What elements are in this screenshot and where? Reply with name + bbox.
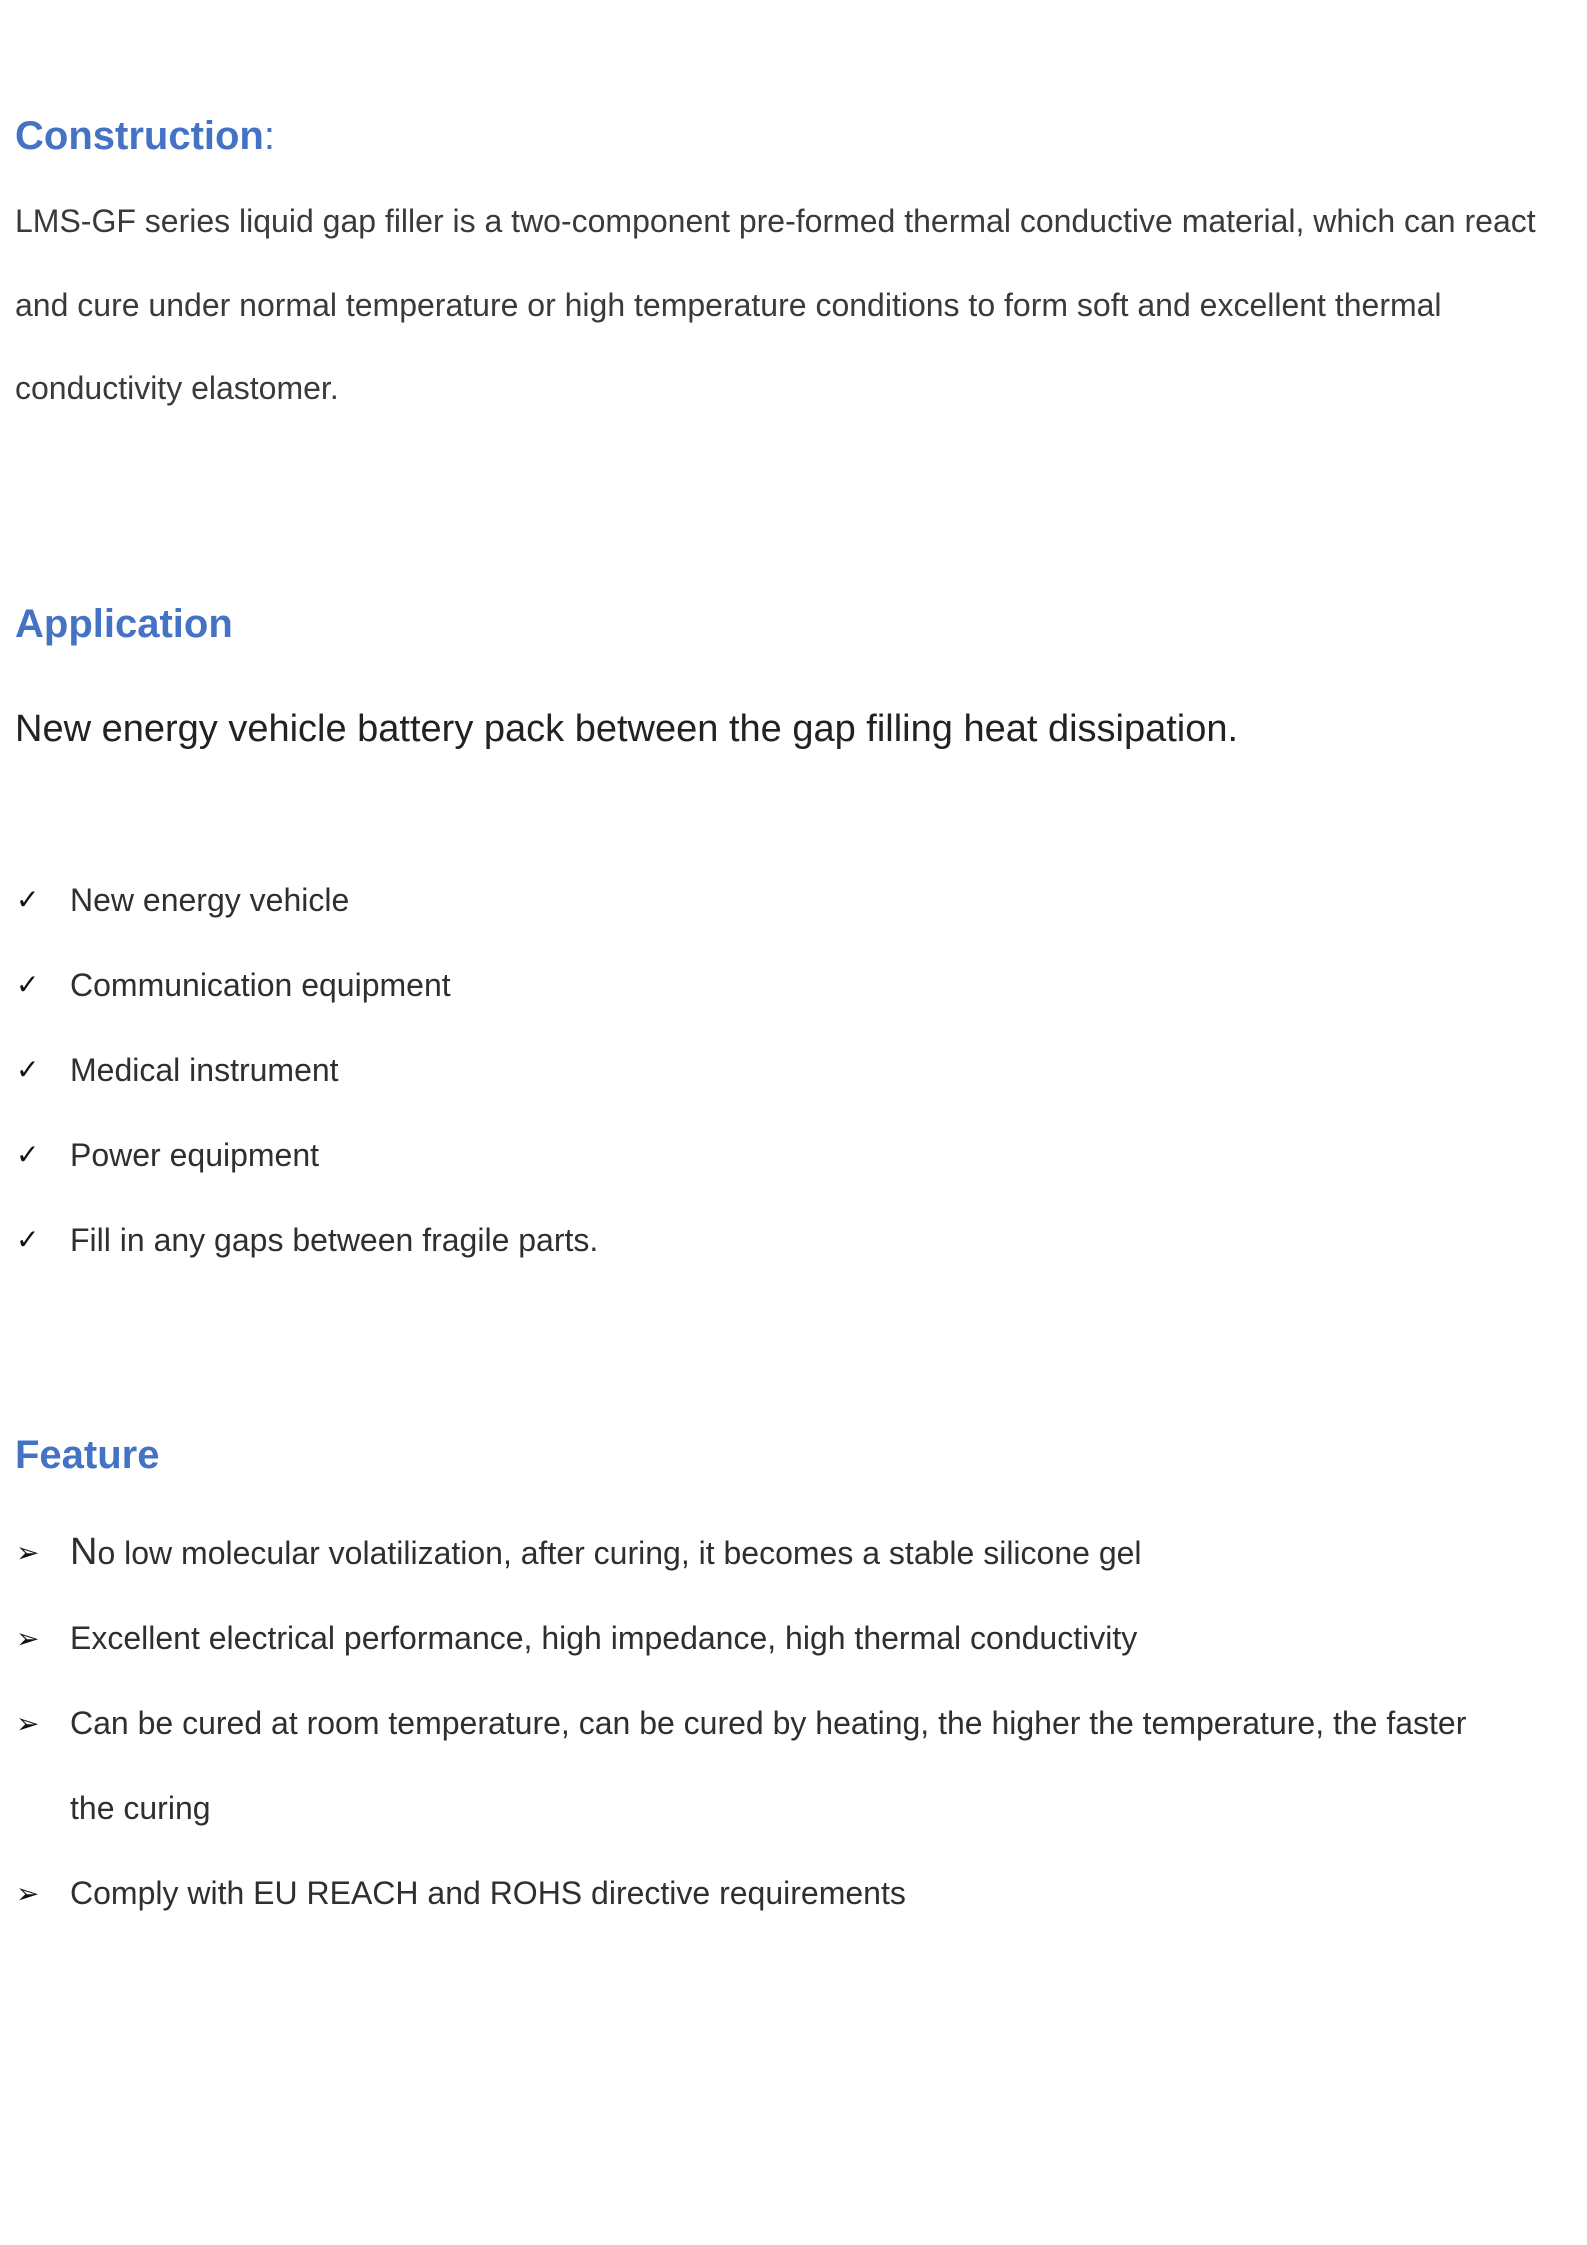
arrow-bullet-icon: ➢ [16, 1622, 40, 1655]
list-item [0, 1212, 1570, 1297]
check-icon: ✓ [16, 1138, 40, 1171]
list-item [0, 1510, 1570, 1596]
list-item [0, 1681, 1570, 1851]
application-lead: New energy vehicle battery pack between the gap filling heat dissipation. [15, 708, 1239, 750]
construction-heading-colon: : [263, 114, 275, 158]
list-item [0, 957, 1570, 1042]
feature-list [0, 1510, 1570, 1936]
list-item [0, 1851, 1570, 1936]
list-item [0, 1127, 1570, 1212]
list-item-initial: N [70, 1531, 98, 1573]
list-item [0, 1596, 1570, 1681]
check-icon: ✓ [16, 968, 40, 1001]
list-item-label: Can be cured at room temperature, can be cured by heating, the higher the temperature, the faster the curing [70, 1705, 1467, 1826]
list-item-label: Communication equipment [70, 967, 451, 1003]
list-item-label [70, 1510, 1510, 1596]
list-item-label-rest: o low molecular volatilization, after curing, it becomes a stable silicone gel [97, 1535, 1142, 1571]
list-item-label: New energy vehicle [70, 882, 350, 918]
list-item [0, 1042, 1570, 1127]
check-icon: ✓ [16, 1053, 40, 1086]
list-item-label: Excellent electrical performance, high impedance, high thermal conductivity [70, 1620, 1138, 1656]
list-item-label: Medical instrument [70, 1052, 339, 1088]
arrow-bullet-icon: ➢ [16, 1877, 40, 1910]
application-list [0, 872, 1570, 1297]
list-item [0, 872, 1570, 957]
list-item-label: Power equipment [70, 1137, 320, 1173]
list-item-label: Fill in any gaps between fragile parts. [70, 1222, 599, 1258]
application-heading: Application [15, 602, 233, 646]
construction-heading [15, 110, 275, 162]
check-icon: ✓ [16, 1223, 40, 1256]
arrow-bullet-icon: ➢ [16, 1536, 40, 1569]
construction-heading-text: Construction [15, 114, 264, 158]
feature-heading: Feature [15, 1433, 160, 1477]
arrow-bullet-icon: ➢ [16, 1707, 40, 1740]
check-icon: ✓ [16, 883, 40, 916]
construction-paragraph: LMS-GF series liquid gap filler is a two-component pre-formed thermal conductive material, which can react and cure under normal temperature or high temperature conditions to form soft and excellent thermal conductivity elastomer. [15, 203, 1536, 406]
list-item-label: Comply with EU REACH and ROHS directive requirements [70, 1875, 906, 1911]
